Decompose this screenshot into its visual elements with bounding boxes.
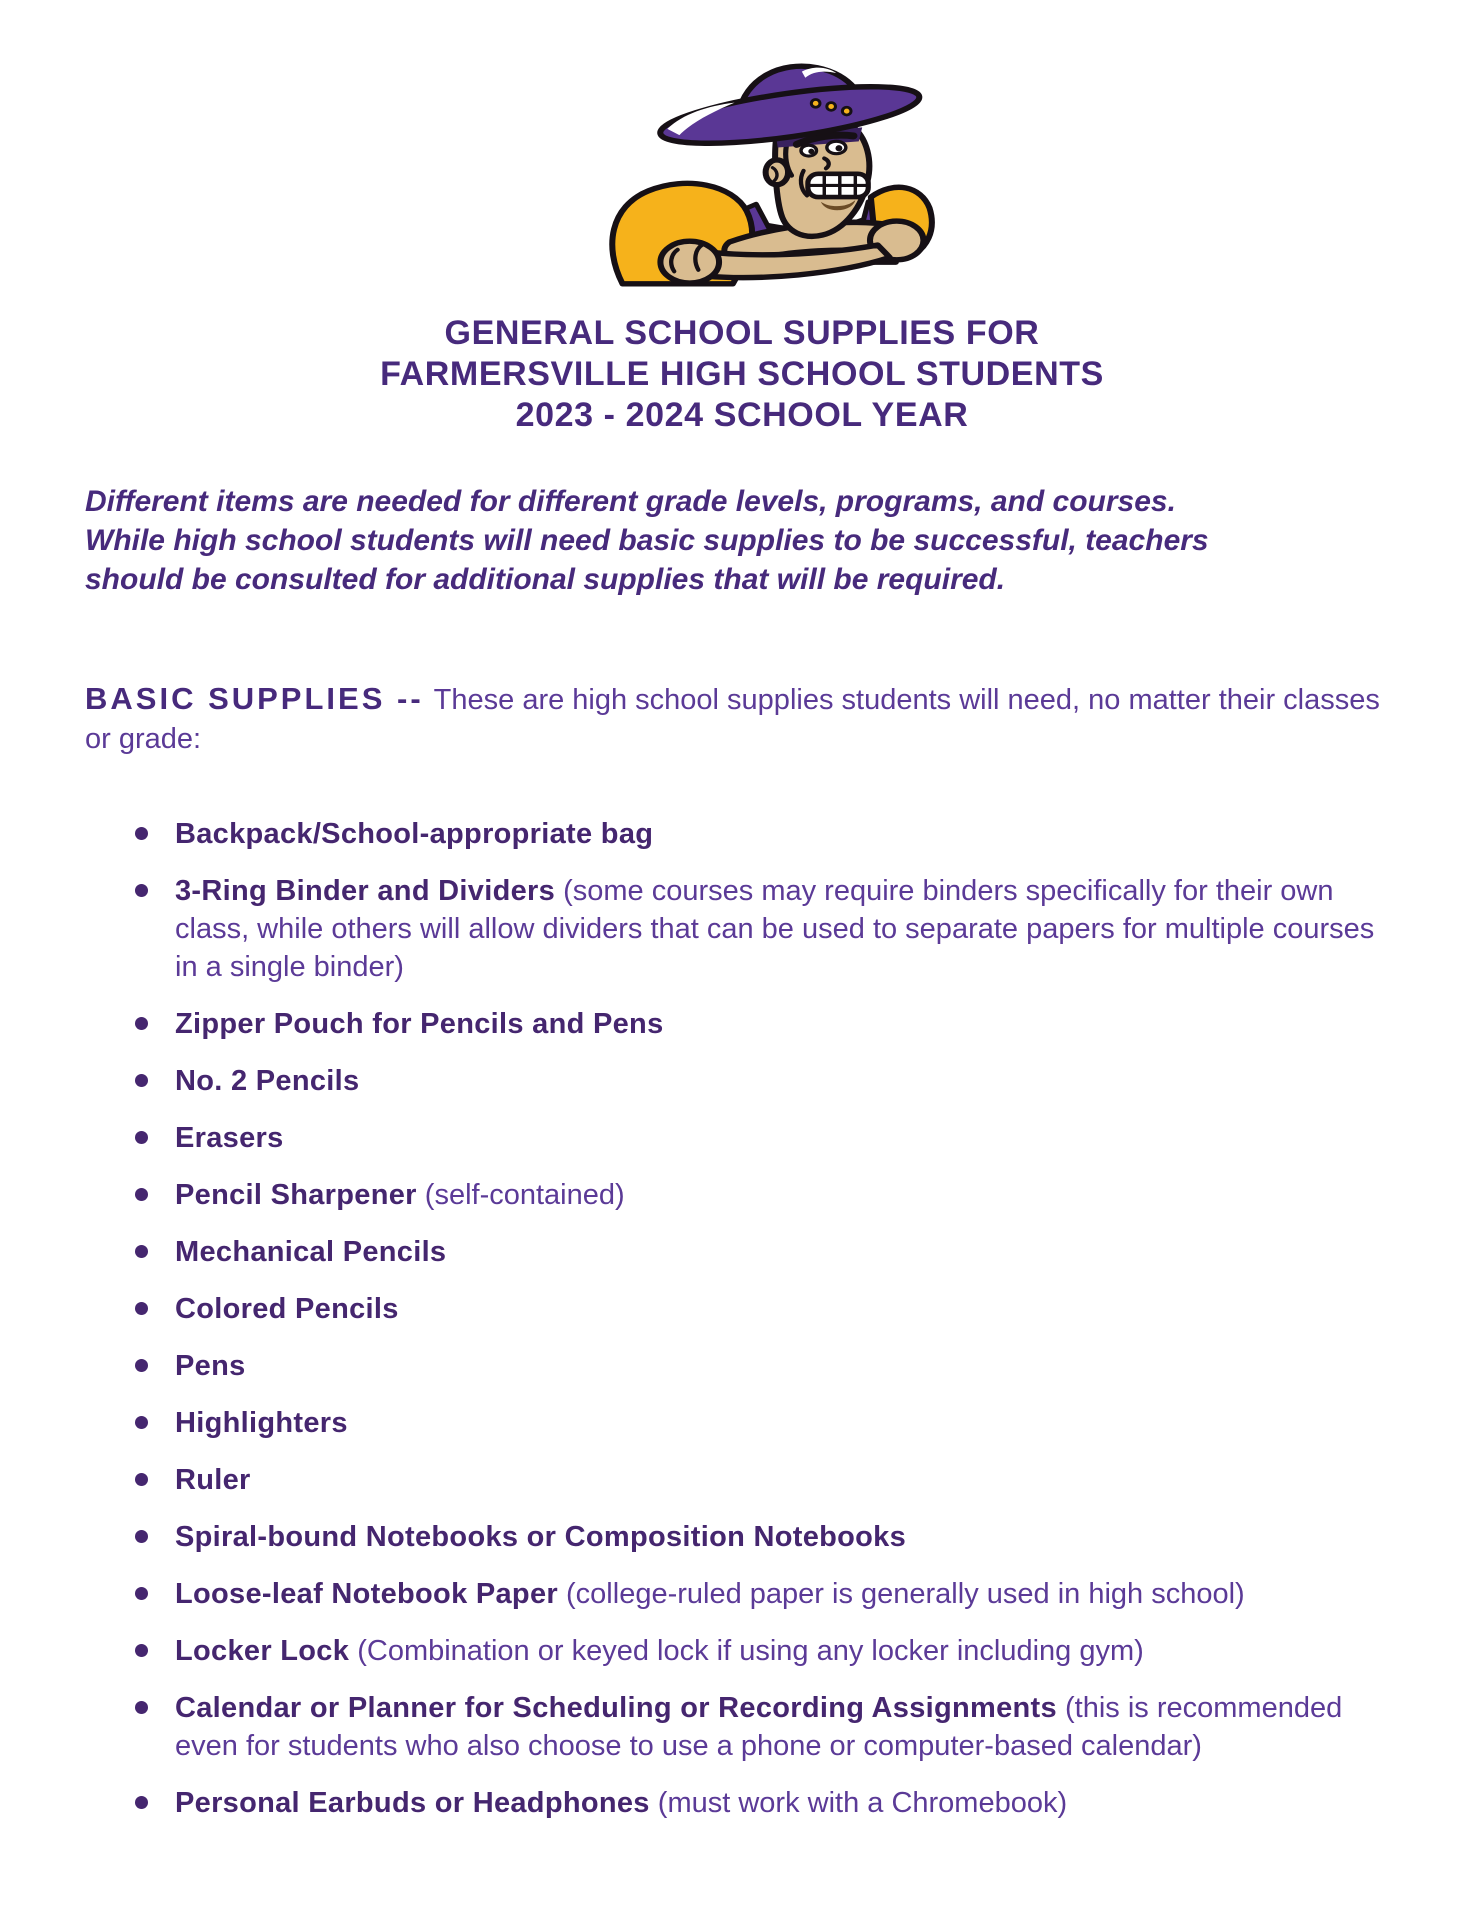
list-item [85,815,1439,853]
list-item [85,1461,1439,1499]
supply-name: Calendar or Planner for Scheduling or Recording Assignments [175,1692,1057,1724]
supply-name: 3-Ring Binder and Dividers [175,875,556,907]
supplies-list [85,815,1439,1822]
supply-name: Loose-leaf Notebook Paper [175,1578,558,1610]
supply-note: (college-ruled paper is generally used in high school) [557,1578,1245,1610]
supply-note: (Combination or keyed lock if using any locker including gym) [349,1635,1144,1667]
supply-name: Pencil Sharpener [175,1179,417,1211]
supply-note: (some courses may require binders specifically for their own class, while others will allow dividers that can be used to separate papers for multiple courses in a single binder) [175,875,1375,983]
title-line: FARMERSVILLE HIGH SCHOOL STUDENTS [380,355,1104,393]
list-item [85,1119,1439,1157]
supply-name: Mechanical Pencils [175,1236,447,1268]
basic-supplies-label: BASIC SUPPLIES -- [85,681,424,716]
supply-name: Ruler [175,1464,251,1496]
list-item [85,1404,1439,1442]
basic-supplies-description: These are high school supplies students will need, no matter their classes or grade: [85,684,1380,755]
supply-name: No. 2 Pencils [175,1065,360,1097]
supply-name: Highlighters [175,1407,348,1439]
supply-name: Locker Lock [175,1635,350,1667]
document-title [85,313,1399,436]
supply-note: (this is recommended even for students who also choose to use a phone or computer-based calendar) [175,1692,1343,1762]
intro-paragraph [85,482,1439,599]
supply-name: Erasers [175,1122,284,1154]
list-item [85,1347,1439,1385]
supply-note: (must work with a Chromebook) [649,1787,1068,1819]
list-item [85,1575,1439,1613]
supply-name: Pens [175,1350,246,1382]
list-item [85,1518,1439,1556]
title-line: 2023 - 2024 SCHOOL YEAR [515,396,969,434]
supply-name: Personal Earbuds or Headphones [175,1787,650,1819]
basic-supplies-heading [85,679,1399,759]
list-item [85,872,1439,986]
supply-note: (self-contained) [416,1179,625,1211]
supply-name: Colored Pencils [175,1293,399,1325]
list-item [85,1233,1439,1271]
intro-line: should be consulted for additional supplies that will be required. [85,563,1006,596]
supply-name: Backpack/School-appropriate bag [175,818,654,850]
supply-name: Spiral-bound Notebooks or Composition Notebooks [175,1521,907,1553]
list-item [85,1689,1439,1765]
fighting-farmer-mascot-icon [586,58,938,287]
school-mascot-logo [85,0,1439,287]
list-item [85,1062,1439,1100]
supply-name: Zipper Pouch for Pencils and Pens [175,1008,664,1040]
list-item [85,1005,1439,1043]
title-line: GENERAL SCHOOL SUPPLIES FOR [444,314,1040,352]
intro-line: Different items are needed for different grade levels, programs, and courses. [85,485,1176,518]
list-item [85,1290,1439,1328]
intro-line: While high school students will need basic supplies to be successful, teachers [85,524,1209,557]
list-item [85,1784,1439,1822]
list-item [85,1632,1439,1670]
list-item [85,1176,1439,1214]
